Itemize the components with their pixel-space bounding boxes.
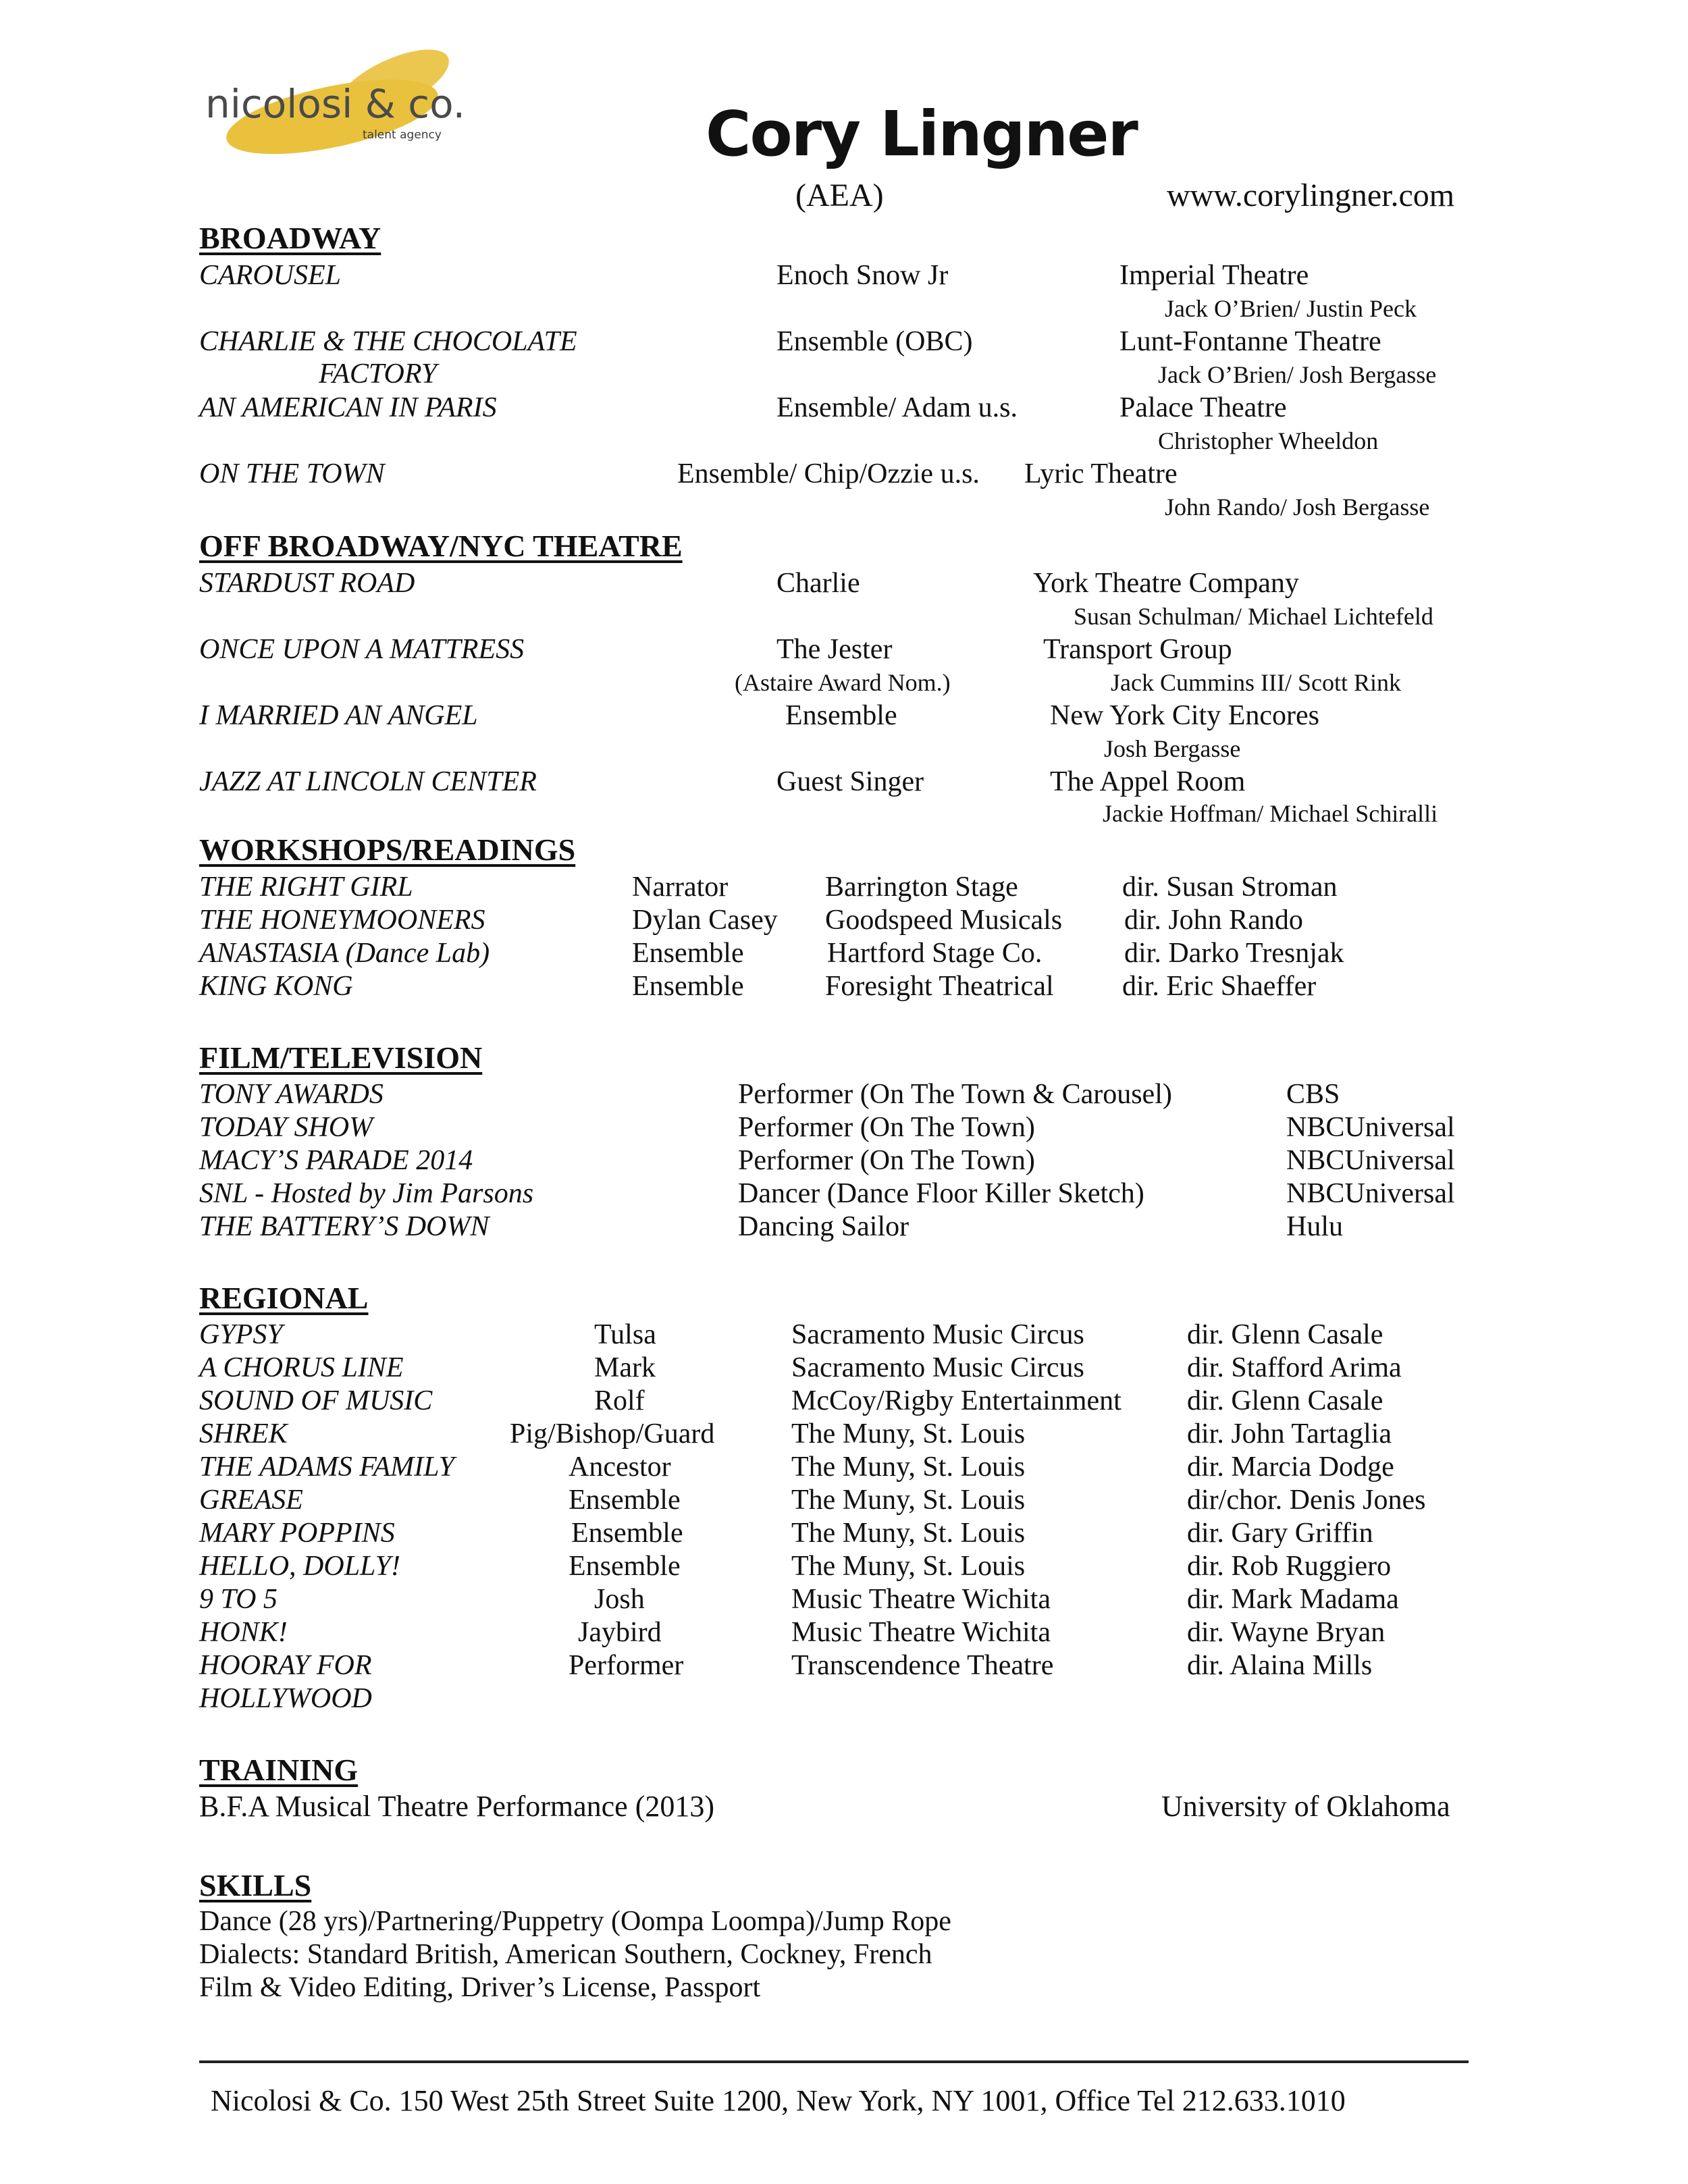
regional-director: dir. Glenn Casale — [1187, 1385, 1383, 1416]
offbroadway-venue: New York City Encores — [1050, 700, 1319, 731]
offbroadway-role: Charlie — [776, 568, 860, 599]
regional-venue: Music Theatre Wichita — [791, 1584, 1051, 1615]
film-network: CBS — [1286, 1079, 1340, 1110]
regional-role: Rolf — [594, 1385, 645, 1416]
workshop-director: dir. Darko Tresnjak — [1124, 938, 1344, 969]
agency-logo — [197, 59, 467, 178]
regional-director: dir/chor. Denis Jones — [1187, 1485, 1426, 1516]
regional-title: SOUND OF MUSIC — [199, 1385, 433, 1416]
regional-venue: Music Theatre Wichita — [791, 1617, 1051, 1648]
offbroadway-director: Jackie Hoffman/ Michael Schiralli — [1103, 800, 1438, 827]
regional-title: THE ADAMS FAMILY — [199, 1451, 454, 1483]
offbroadway-title: JAZZ AT LINCOLN CENTER — [199, 766, 537, 797]
film-title: SNL - Hosted by Jim Parsons — [199, 1178, 534, 1209]
footer-contact: Nicolosi & Co. 150 West 25th Street Suite 1200, New York, NY 1001, Office Tel 212.633.1010 — [211, 2084, 1346, 2117]
skills-line: Film & Video Editing, Driver’s License, Passport — [199, 1972, 761, 2003]
workshop-role: Ensemble — [632, 938, 744, 969]
film-title: TONY AWARDS — [199, 1079, 384, 1110]
regional-role: Ancestor — [569, 1451, 671, 1483]
regional-title: HONK! — [199, 1617, 288, 1648]
workshop-director: dir. John Rando — [1124, 905, 1303, 936]
offbroadway-director: Jack Cummins III/ Scott Rink — [1111, 669, 1401, 696]
regional-title: 9 TO 5 — [199, 1584, 278, 1615]
regional-venue: The Muny, St. Louis — [791, 1418, 1026, 1449]
workshop-venue: Hartford Stage Co. — [827, 938, 1043, 969]
offbroadway-title: ONCE UPON A MATTRESS — [199, 634, 525, 665]
film-title: TODAY SHOW — [199, 1112, 373, 1143]
section-heading-film: FILM/TELEVISION — [199, 1040, 483, 1075]
broadway-venue: Lyric Theatre — [1024, 458, 1178, 489]
regional-director: dir. John Tartaglia — [1187, 1418, 1392, 1449]
offbroadway-role: Guest Singer — [776, 766, 924, 797]
skills-line: Dialects: Standard British, American Southern, Cockney, French — [199, 1939, 932, 1970]
workshop-venue: Goodspeed Musicals — [825, 905, 1063, 936]
regional-title-cont: HOLLYWOOD — [199, 1683, 372, 1714]
section-heading-regional: REGIONAL — [199, 1281, 369, 1315]
workshop-director: dir. Susan Stroman — [1122, 872, 1338, 903]
broadway-venue: Palace Theatre — [1119, 392, 1287, 423]
regional-role: Ensemble — [569, 1551, 681, 1582]
footer-divider — [199, 2060, 1469, 2063]
film-network: Hulu — [1286, 1211, 1343, 1242]
union-affiliation: (AEA) — [795, 178, 884, 213]
regional-role: Ensemble — [571, 1518, 683, 1549]
broadway-title-cont: FACTORY — [319, 358, 438, 390]
section-heading-skills: SKILLS — [199, 1868, 312, 1902]
broadway-role: Ensemble/ Adam u.s. — [776, 392, 1018, 423]
broadway-venue: Imperial Theatre — [1119, 260, 1309, 291]
workshop-title: THE HONEYMOONERS — [199, 905, 485, 936]
workshop-venue: Foresight Theatrical — [825, 971, 1054, 1002]
film-title: THE BATTERY’S DOWN — [199, 1211, 490, 1242]
workshop-title: THE RIGHT GIRL — [199, 872, 413, 903]
workshop-role: Narrator — [632, 872, 729, 903]
regional-title: A CHORUS LINE — [199, 1352, 404, 1383]
section-heading-offbroadway: OFF BROADWAY/NYC THEATRE — [199, 529, 683, 563]
training-school: University of Oklahoma — [1161, 1790, 1450, 1823]
workshop-venue: Barrington Stage — [825, 872, 1018, 903]
film-title: MACY’S PARADE 2014 — [199, 1145, 473, 1176]
offbroadway-title: STARDUST ROAD — [199, 568, 415, 599]
offbroadway-venue: York Theatre Company — [1033, 568, 1299, 599]
regional-role: Performer — [569, 1650, 684, 1681]
regional-venue: The Muny, St. Louis — [791, 1485, 1026, 1516]
offbroadway-title: I MARRIED AN ANGEL — [199, 700, 478, 731]
film-role: Dancing Sailor — [738, 1211, 909, 1242]
regional-role: Jaybird — [578, 1617, 662, 1648]
regional-director: dir. Glenn Casale — [1187, 1319, 1383, 1350]
regional-venue: McCoy/Rigby Entertainment — [791, 1385, 1122, 1416]
film-role: Dancer (Dance Floor Killer Sketch) — [738, 1178, 1144, 1209]
regional-title: HELLO, DOLLY! — [199, 1551, 400, 1582]
broadway-venue: Lunt-Fontanne Theatre — [1119, 326, 1381, 357]
film-network: NBCUniversal — [1286, 1145, 1455, 1176]
broadway-director: Christopher Wheeldon — [1158, 427, 1379, 454]
regional-venue: Sacramento Music Circus — [791, 1319, 1084, 1350]
film-role: Performer (On The Town) — [738, 1145, 1035, 1176]
workshop-role: Ensemble — [632, 971, 744, 1002]
regional-director: dir. Mark Madama — [1187, 1584, 1399, 1615]
regional-director: dir. Marcia Dodge — [1187, 1451, 1394, 1483]
broadway-title: ON THE TOWN — [199, 458, 385, 489]
offbroadway-role: The Jester — [776, 634, 893, 665]
film-role: Performer (On The Town) — [738, 1112, 1035, 1143]
skills-line: Dance (28 yrs)/Partnering/Puppetry (Oompa Loompa)/Jump Rope — [199, 1906, 951, 1937]
regional-role: Josh — [594, 1584, 645, 1615]
broadway-title: CHARLIE & THE CHOCOLATE — [199, 326, 577, 357]
offbroadway-director: Josh Bergasse — [1104, 735, 1241, 762]
section-heading-training: TRAINING — [199, 1753, 359, 1787]
website[interactable]: www.corylingner.com — [1167, 178, 1455, 213]
offbroadway-venue: Transport Group — [1043, 634, 1232, 665]
actor-name: Cory Lingner — [706, 98, 1137, 170]
workshop-role: Dylan Casey — [632, 905, 778, 936]
logo-name: nicolosi & co. — [205, 81, 466, 127]
film-network: NBCUniversal — [1286, 1112, 1455, 1143]
broadway-title: CAROUSEL — [199, 260, 341, 291]
training-degree: B.F.A Musical Theatre Performance (2013) — [199, 1790, 715, 1823]
regional-venue: The Muny, St. Louis — [791, 1451, 1026, 1483]
regional-director: dir. Alaina Mills — [1187, 1650, 1373, 1681]
offbroadway-role: Ensemble — [785, 700, 897, 731]
regional-director: dir. Wayne Bryan — [1187, 1617, 1386, 1648]
broadway-role: Ensemble/ Chip/Ozzie u.s. — [677, 458, 980, 489]
broadway-director: Jack O’Brien/ Justin Peck — [1165, 295, 1417, 322]
section-heading-workshops: WORKSHOPS/READINGS — [199, 832, 576, 867]
regional-title: GYPSY — [199, 1319, 283, 1350]
regional-venue: Transcendence Theatre — [791, 1650, 1054, 1681]
offbroadway-award-note: (Astaire Award Nom.) — [735, 669, 951, 696]
regional-title: MARY POPPINS — [199, 1518, 395, 1549]
regional-role: Mark — [594, 1352, 656, 1383]
offbroadway-director: Susan Schulman/ Michael Lichtefeld — [1074, 603, 1433, 630]
broadway-title: AN AMERICAN IN PARIS — [199, 392, 497, 423]
regional-title: SHREK — [199, 1418, 288, 1449]
logo-tagline: talent agency — [363, 128, 442, 142]
regional-role: Ensemble — [569, 1485, 681, 1516]
regional-venue: Sacramento Music Circus — [791, 1352, 1084, 1383]
regional-role: Pig/Bishop/Guard — [510, 1418, 715, 1449]
film-role: Performer (On The Town & Carousel) — [738, 1079, 1172, 1110]
offbroadway-venue: The Appel Room — [1050, 766, 1246, 797]
broadway-director: John Rando/ Josh Bergasse — [1165, 494, 1430, 521]
regional-director: dir. Rob Ruggiero — [1187, 1551, 1392, 1582]
section-heading-broadway: BROADWAY — [199, 221, 381, 255]
broadway-role: Enoch Snow Jr — [776, 260, 949, 291]
regional-director: dir. Gary Griffin — [1187, 1518, 1373, 1549]
regional-title: GREASE — [199, 1485, 303, 1516]
regional-venue: The Muny, St. Louis — [791, 1518, 1026, 1549]
workshop-title: KING KONG — [199, 971, 353, 1002]
broadway-role: Ensemble (OBC) — [776, 326, 973, 357]
regional-director: dir. Stafford Arima — [1187, 1352, 1402, 1383]
film-network: NBCUniversal — [1286, 1178, 1455, 1209]
regional-role: Tulsa — [594, 1319, 656, 1350]
workshop-title: ANASTASIA (Dance Lab) — [199, 938, 490, 969]
workshop-director: dir. Eric Shaeffer — [1122, 971, 1317, 1002]
broadway-director: Jack O’Brien/ Josh Bergasse — [1158, 361, 1437, 388]
regional-venue: The Muny, St. Louis — [791, 1551, 1026, 1582]
regional-title: HOORAY FOR — [199, 1650, 372, 1681]
